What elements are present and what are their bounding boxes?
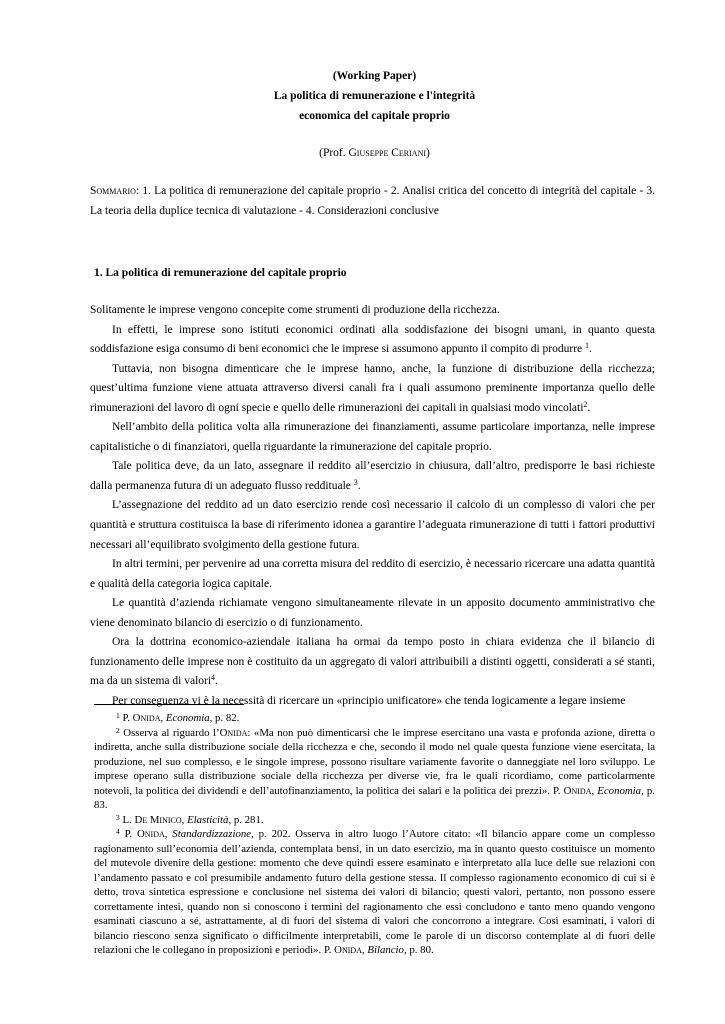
footnote-work: Economia [597,784,642,797]
footnote-separator [94,704,244,705]
footnote-text: P. [124,828,137,840]
punctuation: . [587,401,591,414]
paragraph [90,555,655,594]
footnote-text: , [361,944,368,956]
paragraph-text: Per conseguenza vi è la necessità di ricercare un «principio unificatore» che tenda logicamente a legare insieme [112,694,626,707]
footnote-ref[interactable]: 4 [211,673,216,683]
footnote-author: Onida [563,784,592,797]
footnote [94,726,655,813]
footnotes [94,711,655,958]
paragraph [90,594,655,633]
paper-header [94,66,655,126]
footnote-number: 3 [116,812,120,822]
footnote-text: , [181,813,188,826]
footnote-ref[interactable]: 2 [583,399,588,409]
paragraph-text: Le quantità d’azienda richiamate vengono simultaneamente rilevate in un apposito documento amministrativo che viene denominato bilancio di esercizio o di funzionamento. [90,597,655,629]
section-heading: 1. La politica di remunerazione del capitale proprio [94,267,347,279]
footnote-text: Osserva al riguardo l’ [123,726,220,739]
paragraph [90,692,655,712]
footnote [94,827,655,958]
footnote-ref[interactable]: 3 [353,477,358,487]
footnote-number: 1 [116,711,120,720]
footnote-text: , [591,784,598,797]
author-prefix: (Prof. [319,147,349,159]
author-name: Giuseppe Ceriani [348,147,427,159]
punctuation: . [357,479,361,492]
footnote-author: Onida [334,944,362,956]
summary-label: Sommario [90,185,136,197]
footnote-text: , p. 80. [403,944,434,956]
footnote-work: Bilancio [367,944,404,956]
footnote-work: Standardizzazione [172,828,252,840]
body-text [90,301,655,711]
paragraph [90,321,655,360]
footnote-author: De Minico [134,813,182,826]
summary [90,181,655,221]
paragraph-text: In altri termini, per pervenire ad una corretta misura del reddito di esercizio, è necessario ricercare una adatta quantità e qualità della categoria logica capitale. [90,558,655,590]
footnote [94,711,655,726]
author-line [94,145,655,161]
paragraph [90,496,655,555]
footnote-text: , p. 202. Osserva in altro luogo l’Autore citato: «Il bilancio appare come un complesso ragionamento sull’economia dell’azienda, contemplata bensì, in un dato esercizio, ma in quanto questo costituisce un momento del mutevole divenire della gestione: momento che deve quindi essere esaminato e interpretato alla luce delle sue relazioni con l’andamento passato e col presumibile andamento futuro della gestione stessa. Il complesso ragionamento economico di cui si è detto, trova sintetica espressione e conclusione nel sistema dei valori di bilancio; questi valori, pertanto, non possono essere correttamente intesi, quando non si conoscono i termini del ragionamento che essi concludono e tanto meno quando vengono esaminati ciascuno a sé, astrattamente, al di fuori del sistema di valori che concorrono a integrare. Così esaminati, i valori di bilancio riescono senza significato o difficilmente interpretabili, come le parole di un discorso contemplate al di fuori delle relazioni che le collegano in proposizioni e periodi». P. [94,828,655,956]
paragraph-text: Nell’ambito della politica volta alla rimunerazione dei finanziamenti, assume particolare importanza, nelle imprese capitalistiche o di finanziatori, quella riguardante la rimunerazione del capitale proprio. [90,421,655,453]
paragraph-text: Tale politica deve, da un lato, assegnare il reddito all’esercizio in chiusura, dall’altro, predisporre le basi richieste dalla permanenza futura di un adeguato flusso reddituale [90,460,655,492]
footnote-text: L. [122,813,135,826]
paragraph [90,301,655,321]
footnote-author: Onida [132,712,161,724]
paragraph [90,418,655,457]
footnote-number: 2 [116,725,120,735]
punctuation: . [215,675,218,688]
footnote-work: Economia [165,712,210,724]
footnote-text: , p. 281. [228,813,264,826]
paragraph [90,633,655,692]
footnote-text: , [164,828,173,840]
footnote-text: P. [122,712,133,724]
working-paper-label: (Working Paper) [332,70,417,82]
paragraph-text: L’assegnazione del reddito ad un dato esercizio rende così necessario il calcolo di un complesso di valori che per quantità e struttura costituisca la base di riferimento idonea a garantire l’adeguata rimunerazione di tutti i fattori produttivi necessari all’equilibrato svolgimento della gestione futura. [90,499,655,551]
footnote-text: : «Ma non può dimenticarsi che le imprese esercitano una vasta e profonda azione, diretta o indiretta, anche sulla distribuzione sociale della ricchezza e che, secondo il modo nel quale questa funzione viene esercitata, la produzione, nel suo complesso, e le singole imprese, possono risultare variamente favorite o danneggiate nel loro sviluppo. Le imprese operano sulla distribuzione sociale della ricchezza per diverse vie, fra le quali ricordiamo, come particolarmente notevoli, la politica dei dividendi e dell’autofinanziamento, la politica dei salari e la politica dei prezzi». P. [94,726,655,797]
footnote-author: Onida [219,726,248,739]
footnote-text: , [160,712,166,724]
paragraph [90,457,655,496]
summary-text: : 1. La politica di remunerazione del capitale proprio - 2. Analisi critica del concetto di integrità del capitale - 3. La teoria della duplice tecnica di valutazione - 4. Considerazioni conclusive [90,185,655,217]
paragraph-text: Tuttavia, non bisogna dimenticare che le imprese hanno, anche, la funzione di distribuzione della ricchezza; quest’ultima funzione viene attuata attraverso diversi canali fra i quali assumono preminente importanza quello delle rimunerazioni del lavoro di ogni specie e quello delle rimunerazioni dei capitali in qualsiasi modo vincolati [90,362,655,414]
footnote-author: Onida [136,828,165,840]
punctuation: . [589,343,592,356]
footnote-work: Elasticità [187,813,229,826]
footnote [94,813,655,828]
paper-page [90,66,655,711]
footnote-ref[interactable]: 1 [585,341,590,351]
footnote-text: , p. 82. [209,712,240,724]
author-suffix: ) [426,147,430,159]
title-line-2: economica del capitale proprio [299,110,450,122]
paragraph-text: Ora la dottrina economico-aziendale italiana ha ormai da tempo posto in chiara evidenza che il bilancio di funzionamento delle imprese non è costituito da un aggregato di valori attribuibili a distinti oggetti, considerati a sé stanti, ma da un sistema di valori [90,636,655,688]
paragraph [90,360,655,419]
footnote-number: 4 [116,827,120,836]
paragraph-text: In effetti, le imprese sono istituti economici ordinati alla soddisfazione dei bisogni umani, in quanto questa soddisfazione esiga consumo di beni economici che le imprese si assumono appunto il compito di produrre [90,323,655,356]
footnote-text: , p. 83. [94,784,655,811]
paragraph-text: Solitamente le imprese vengono concepite come strumenti di produzione della ricchezza. [90,304,500,316]
title-line-1: La politica di remunerazione e l'integrità [273,90,476,102]
